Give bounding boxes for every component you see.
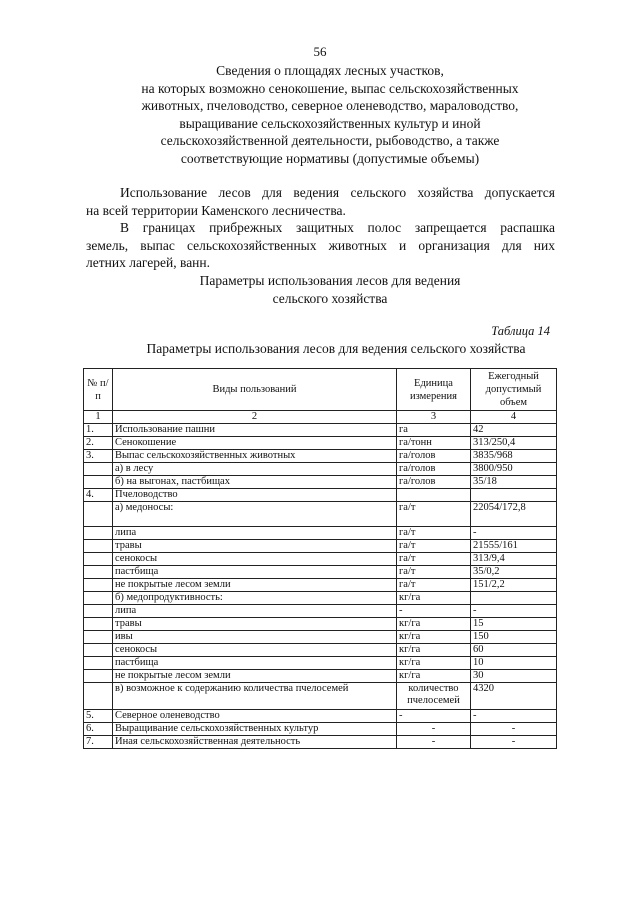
row-value: -: [471, 710, 557, 723]
row-number: 1.: [84, 424, 113, 437]
row-type: б) медопродуктивность:: [113, 592, 397, 605]
row-number: [84, 683, 113, 710]
row-type: липа: [113, 527, 397, 540]
heading-line: выращивание сельскохозяйственных культур и иной: [179, 115, 481, 131]
row-unit: га/голов: [397, 450, 471, 463]
row-value: [471, 489, 557, 502]
table-row: [84, 618, 557, 631]
heading-line: Сведения о площадях лесных участков,: [216, 63, 444, 78]
paragraph-line: земель, выпас сельскохозяйственных животных и организация для них: [86, 237, 555, 253]
heading-line: на которых возможно сенокошение, выпас сельскохозяйственных: [141, 80, 519, 96]
table-row: [84, 605, 557, 618]
row-unit: кг/га: [397, 657, 471, 670]
table-row: [84, 710, 557, 723]
row-value: 150: [471, 631, 557, 644]
row-number: [84, 527, 113, 540]
table-row: [84, 527, 557, 540]
row-value: -: [471, 723, 557, 736]
table-row: [84, 657, 557, 670]
row-type: Выпас сельскохозяйственных животных: [113, 450, 397, 463]
table-row: [84, 489, 557, 502]
row-number: [84, 502, 113, 527]
row-unit: кг/га: [397, 644, 471, 657]
row-unit: га/т: [397, 579, 471, 592]
row-type: Использование пашни: [113, 424, 397, 437]
row-type: сенокосы: [113, 553, 397, 566]
row-unit: га/тонн: [397, 437, 471, 450]
row-value: 151/2,2: [471, 579, 557, 592]
row-unit: га/т: [397, 527, 471, 540]
table-row: [84, 723, 557, 736]
heading-line: животных, пчеловодство, северное оленеводство, мараловодство,: [141, 98, 519, 114]
table-row: [84, 644, 557, 657]
row-unit: -: [397, 605, 471, 618]
row-value: 4320: [471, 683, 557, 710]
column-number: 2: [113, 411, 397, 424]
table-row: [84, 553, 557, 566]
row-number: 6.: [84, 723, 113, 736]
row-value: -: [471, 527, 557, 540]
table-row: [84, 683, 557, 710]
row-unit: га/т: [397, 566, 471, 579]
row-unit: кг/га: [397, 592, 471, 605]
heading-line: сельскохозяйственной деятельности, рыбоводство, а также: [160, 133, 500, 149]
header-number: № п/п: [84, 369, 113, 411]
row-value: 10: [471, 657, 557, 670]
column-number: 4: [471, 411, 557, 424]
row-number: [84, 670, 113, 683]
row-number: [84, 476, 113, 489]
table-row: [84, 502, 557, 527]
row-value: -: [471, 736, 557, 749]
table-row: [84, 463, 557, 476]
row-type: Сенокошение: [113, 437, 397, 450]
column-number: 1: [84, 411, 113, 424]
row-type: в) возможное к содержанию количества пчелосемей: [113, 683, 397, 710]
paragraph-usage: [86, 184, 555, 219]
row-unit: га/голов: [397, 463, 471, 476]
row-unit: -: [397, 723, 471, 736]
row-number: [84, 579, 113, 592]
row-type: Иная сельскохозяйственная деятельность: [113, 736, 397, 749]
row-type: Пчеловодство: [113, 489, 397, 502]
table-row: [84, 476, 557, 489]
row-number: [84, 618, 113, 631]
row-unit: га/т: [397, 540, 471, 553]
row-type: не покрытые лесом земли: [113, 579, 397, 592]
row-unit: -: [397, 710, 471, 723]
row-unit: [397, 489, 471, 502]
table-row: [84, 579, 557, 592]
row-type: липа: [113, 605, 397, 618]
document-heading: [120, 62, 540, 168]
row-type: Северное оленеводство: [113, 710, 397, 723]
row-value: 313/250,4: [471, 437, 557, 450]
table-row: [84, 736, 557, 749]
table-row: [84, 540, 557, 553]
row-unit: га/голов: [397, 476, 471, 489]
column-number: 3: [397, 411, 471, 424]
row-value: 21555/161: [471, 540, 557, 553]
heading-line: соответствующие нормативы (допустимые объемы): [180, 150, 480, 166]
row-unit: количество пчелосемей: [397, 683, 471, 710]
row-type: не покрытые лесом земли: [113, 670, 397, 683]
paragraph-line: Использование лесов для ведения сельского хозяйства допускается: [120, 185, 555, 200]
parameters-table: [83, 368, 557, 749]
row-unit: кг/га: [397, 631, 471, 644]
row-unit: га/т: [397, 553, 471, 566]
row-unit: га/т: [397, 502, 471, 527]
header-annual-volume: Ежегодный допустимый объем: [471, 369, 557, 411]
paragraph-line: летних лагерей, ванн.: [86, 255, 211, 271]
row-number: [84, 553, 113, 566]
row-type: б) на выгонах, пастбищах: [113, 476, 397, 489]
table-row: [84, 592, 557, 605]
row-number: [84, 540, 113, 553]
row-value: 35/0,2: [471, 566, 557, 579]
row-number: [84, 463, 113, 476]
row-number: 7.: [84, 736, 113, 749]
page-number: 56: [313, 44, 327, 59]
table-row: [84, 424, 557, 437]
table-row: [84, 566, 557, 579]
row-type: травы: [113, 540, 397, 553]
row-unit: -: [397, 736, 471, 749]
row-type: а) медоносы:: [113, 502, 397, 527]
row-type: ивы: [113, 631, 397, 644]
row-unit: га: [397, 424, 471, 437]
row-type: сенокосы: [113, 644, 397, 657]
row-type: пастбища: [113, 657, 397, 670]
row-value: 60: [471, 644, 557, 657]
row-type: травы: [113, 618, 397, 631]
row-type: пастбища: [113, 566, 397, 579]
row-value: [471, 592, 557, 605]
row-number: 3.: [84, 450, 113, 463]
row-value: 22054/172,8: [471, 502, 557, 527]
header-usage-type: Виды пользований: [113, 369, 397, 411]
section-subheading: [120, 272, 540, 307]
row-value: -: [471, 605, 557, 618]
paragraph-restrictions: [86, 219, 555, 272]
paragraph-line: на всей территории Каменского лесничества.: [86, 202, 346, 218]
row-type: а) в лесу: [113, 463, 397, 476]
row-type: Выращивание сельскохозяйственных культур: [113, 723, 397, 736]
table-label: Таблица 14: [491, 324, 550, 338]
row-value: 30: [471, 670, 557, 683]
paragraph-line: В границах прибрежных защитных полос запрещается распашка: [120, 220, 555, 235]
row-number: 5.: [84, 710, 113, 723]
row-number: [84, 631, 113, 644]
row-unit: кг/га: [397, 618, 471, 631]
header-unit: Единица измерения: [397, 369, 471, 411]
table-row: [84, 437, 557, 450]
row-number: 2.: [84, 437, 113, 450]
row-value: 42: [471, 424, 557, 437]
row-value: 3835/968: [471, 450, 557, 463]
row-value: 3800/950: [471, 463, 557, 476]
table-body: [84, 424, 557, 749]
row-number: [84, 657, 113, 670]
row-number: [84, 566, 113, 579]
row-number: 4.: [84, 489, 113, 502]
table-title: Параметры использования лесов для ведения сельского хозяйства: [146, 341, 526, 356]
subheading-line: сельского хозяйства: [272, 290, 388, 306]
row-unit: кг/га: [397, 670, 471, 683]
row-value: 35/18: [471, 476, 557, 489]
row-number: [84, 592, 113, 605]
row-value: 313/9,4: [471, 553, 557, 566]
subheading-line: Параметры использования лесов для ведения: [199, 273, 461, 288]
table-row: [84, 631, 557, 644]
table-row: [84, 670, 557, 683]
table-row: [84, 450, 557, 463]
row-number: [84, 605, 113, 618]
row-value: 15: [471, 618, 557, 631]
row-number: [84, 644, 113, 657]
